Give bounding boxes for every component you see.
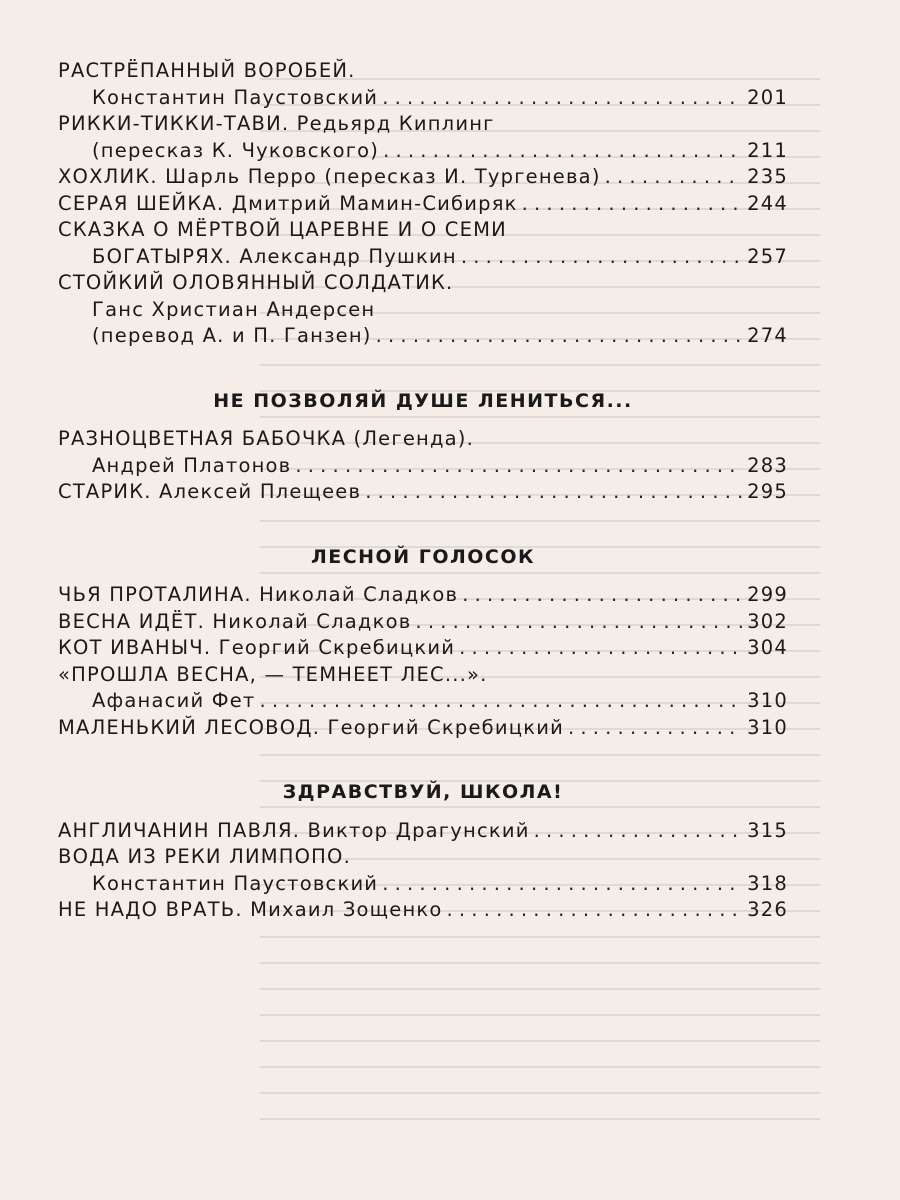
toc-entry [58, 138, 788, 165]
toc-entry [58, 818, 788, 845]
toc-entry [58, 426, 788, 453]
toc-entry [58, 715, 788, 742]
leader-dots [383, 138, 742, 165]
section-spacer [58, 741, 788, 779]
section-title: ЛЕСНОЙ ГОЛОСОК [310, 545, 536, 568]
page-number: 274 [747, 324, 788, 347]
section-spacer [58, 506, 788, 544]
page-number: 326 [747, 898, 788, 921]
toc-entry-text: Афанасий Фет [92, 689, 256, 712]
toc-entry-text: Константин Паустовский [92, 85, 379, 109]
table-of-contents [58, 58, 788, 924]
leader-dots [522, 191, 742, 218]
page-number: 310 [747, 715, 788, 739]
toc-entry [58, 297, 788, 324]
section-spacer [58, 350, 788, 388]
section-title: НЕ ПОЗВОЛЯЙ ДУШЕ ЛЕНИТЬСЯ... [213, 389, 633, 412]
page-number: 304 [747, 636, 788, 659]
toc-entry [58, 164, 788, 191]
toc-entry [58, 323, 788, 350]
toc-entry-text: СТОЙКИЙ ОЛОВЯННЫЙ СОЛДАТИК. [58, 271, 454, 294]
page-number: 283 [747, 453, 788, 477]
page-number: 315 [747, 818, 788, 842]
toc-entry-text: НЕ НАДО ВРАТЬ. Михаил Зощенко [58, 898, 443, 921]
toc-entry [58, 662, 788, 689]
toc-entry-text: Константин Паустовский [92, 871, 379, 895]
leader-dots [382, 871, 742, 898]
toc-entry-text: МАЛЕНЬКИЙ ЛЕСОВОД. Георгий Скребицкий [58, 715, 564, 739]
toc-entry [58, 270, 788, 297]
toc-entry-text: (перевод А. и П. Ганзен) [92, 324, 372, 347]
toc-entry-text: РАСТРЁПАННЫЙ ВОРОБЕЙ. [58, 59, 356, 82]
leader-dots [605, 164, 742, 191]
section-spacer [58, 570, 788, 582]
section-spacer [58, 806, 788, 818]
toc-entry-text: РАЗНОЦВЕТНАЯ БАБОЧКА (Легенда). [58, 427, 475, 450]
toc-entry-text: СЕРАЯ ШЕЙКА. Дмитрий Мамин-Сибиряк [58, 191, 518, 215]
toc-entry [58, 453, 788, 480]
leader-dots [534, 818, 742, 845]
toc-entry [58, 582, 788, 609]
toc-entry-text: АНГЛИЧАНИН ПАВЛЯ. Виктор Драгунский [58, 818, 530, 842]
toc-entry [58, 244, 788, 271]
toc-entry-text: РИККИ-ТИККИ-ТАВИ. Редьярд Киплинг [58, 112, 495, 135]
leader-dots [295, 453, 742, 480]
leader-dots [461, 244, 742, 271]
toc-entry-text: ХОХЛИК. Шарль Перро (пересказ И. Тургенева) [58, 165, 601, 188]
page-number: 310 [747, 689, 788, 712]
toc-entry [58, 217, 788, 244]
toc-entry [58, 111, 788, 138]
section-spacer [58, 414, 788, 426]
toc-entry-text: ВЕСНА ИДЁТ. Николай Сладков [58, 609, 412, 633]
toc-entry [58, 58, 788, 85]
toc-entry-text: Ганс Христиан Андерсен [92, 297, 376, 321]
leader-dots [462, 582, 742, 609]
leader-dots [568, 715, 742, 742]
toc-entry-text: (пересказ К. Чуковского) [92, 138, 380, 162]
toc-entry-text: ЧЬЯ ПРОТАЛИНА. Николай Сладков [58, 583, 459, 606]
leader-dots [376, 323, 742, 350]
toc-entry [58, 844, 788, 871]
page-number: 299 [747, 583, 788, 606]
leader-dots [459, 635, 742, 662]
toc-entry-text: СТАРИК. Алексей Плещеев [58, 480, 362, 503]
leader-dots [259, 688, 742, 715]
leader-dots [415, 609, 742, 636]
toc-entry-text: Андрей Платонов [92, 453, 292, 477]
leader-dots [447, 897, 742, 924]
toc-entry [58, 609, 788, 636]
page-number: 257 [747, 244, 788, 268]
toc-entry [58, 191, 788, 218]
leader-dots [382, 85, 742, 112]
toc-entry [58, 635, 788, 662]
toc-entry [58, 871, 788, 898]
toc-entry [58, 479, 788, 506]
section-title: ЗДРАВСТВУЙ, ШКОЛА! [282, 781, 564, 803]
page-number: 318 [747, 871, 788, 895]
page-number: 235 [747, 165, 788, 188]
page-number: 211 [747, 138, 788, 162]
toc-entry-text: «ПРОШЛА ВЕСНА, — ТЕМНЕЕТ ЛЕС...». [58, 662, 488, 686]
page-number: 302 [747, 609, 788, 633]
toc-entry [58, 85, 788, 112]
toc-entry-text: КОТ ИВАНЫЧ. Георгий Скребицкий [58, 636, 456, 659]
toc-entry-text: БОГАТЫРЯХ. Александр Пушкин [92, 244, 457, 268]
toc-entry-text: СКАЗКА О МЁРТВОЙ ЦАРЕВНЕ И О СЕМИ [58, 218, 507, 241]
toc-entry-text: ВОДА ИЗ РЕКИ ЛИМПОПО. [58, 845, 351, 868]
leader-dots [365, 479, 742, 506]
page-number: 201 [747, 85, 788, 109]
page-number: 244 [747, 191, 788, 215]
toc-entry [58, 897, 788, 924]
toc-entry [58, 688, 788, 715]
page-number: 295 [747, 480, 788, 503]
